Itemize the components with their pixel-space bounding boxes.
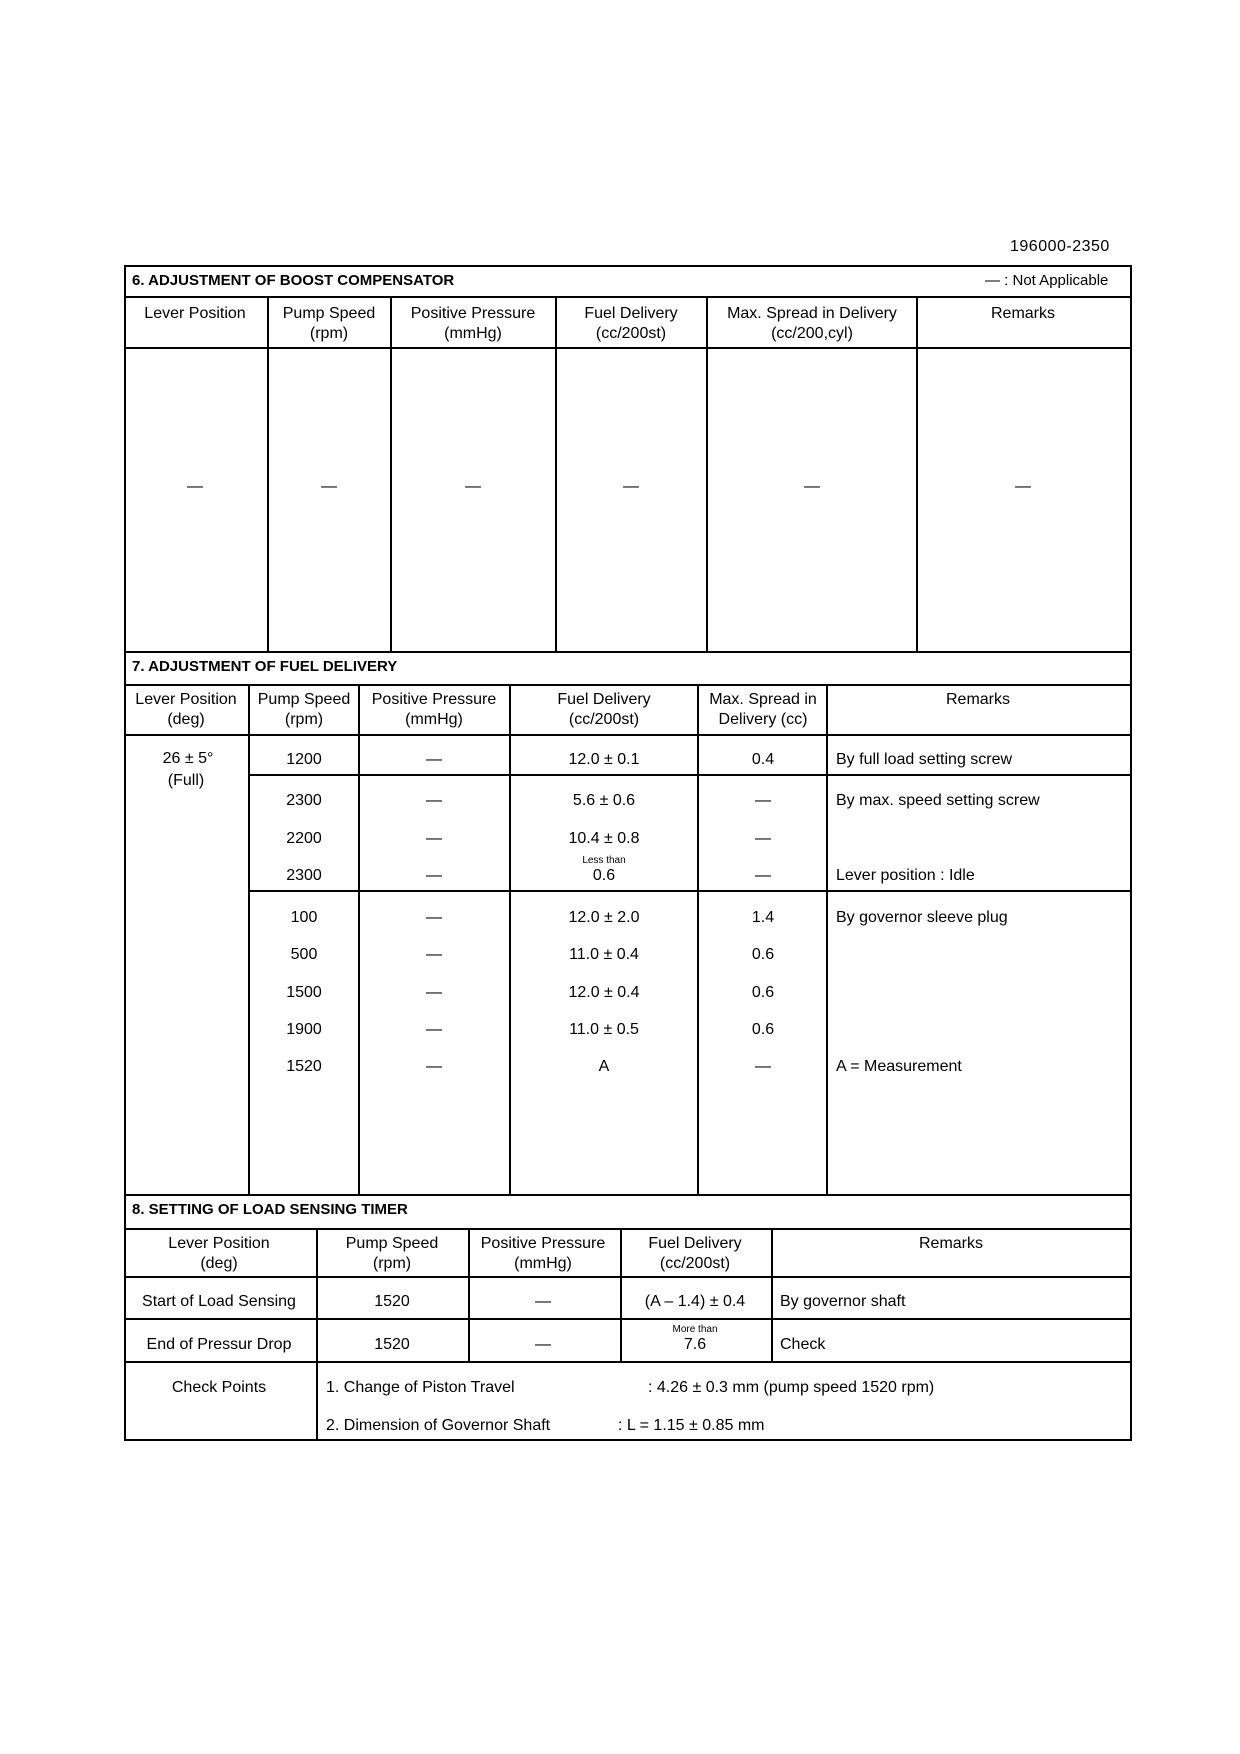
check-point-value: : L = 1.15 ± 0.85 mm <box>618 1417 765 1434</box>
header-text: Fuel Delivery <box>648 1235 742 1252</box>
header-positive-pressure <box>411 304 536 344</box>
cell-fuel-delivery: (A – 1.4) ± 0.4 <box>644 1293 746 1310</box>
header-unit: (cc/200st) <box>659 1255 731 1272</box>
header-positive-pressure <box>372 690 497 730</box>
cell-pump-speed: 1520 <box>286 1058 322 1075</box>
cell-pump-speed: 1520 <box>374 1336 410 1353</box>
divider <box>771 1228 773 1361</box>
header-text: Pump Speed <box>257 691 351 708</box>
header-text: Lever Position <box>135 691 237 708</box>
divider <box>916 296 918 653</box>
divider <box>316 1228 318 1441</box>
cell-value: — <box>623 478 639 495</box>
header-unit: (rpm) <box>284 711 324 728</box>
header-text: Remarks <box>918 1235 984 1252</box>
cell-positive-pressure: — <box>426 1021 442 1038</box>
cell-fuel-delivery: A <box>598 1058 610 1075</box>
cell-max-spread: — <box>755 792 771 809</box>
cell-pump-speed: 1520 <box>374 1293 410 1310</box>
cell-pump-speed: 2200 <box>286 830 322 847</box>
cell-positive-pressure: — <box>426 946 442 963</box>
not-applicable-legend: — : Not Applicable <box>985 272 1109 289</box>
cell-pump-speed: 1900 <box>286 1021 322 1038</box>
header-text: Lever Position <box>168 1235 270 1252</box>
cell-positive-pressure: — <box>426 984 442 1001</box>
cell-remarks: By governor sleeve plug <box>836 909 1008 926</box>
cell-positive-pressure: — <box>426 867 442 884</box>
cell-pump-speed: 2300 <box>286 867 322 884</box>
cell-positive-pressure: — <box>426 909 442 926</box>
divider <box>124 296 1132 298</box>
divider <box>124 1361 1132 1363</box>
divider <box>124 1276 1132 1278</box>
section-8-title: 8. SETTING OF LOAD SENSING TIMER <box>132 1201 408 1218</box>
cell-value: — <box>804 478 820 495</box>
cell-fuel-delivery: 12.0 ± 0.1 <box>568 751 640 768</box>
header-unit: Delivery (cc) <box>718 711 808 728</box>
cell-lever-position: End of Pressur Drop <box>146 1336 292 1353</box>
header-text: Max. Spread in Delivery <box>727 305 897 322</box>
header-text: Pump Speed <box>282 305 376 322</box>
cell-fuel-delivery: 10.4 ± 0.8 <box>568 830 640 847</box>
section-7-title: 7. ADJUSTMENT OF FUEL DELIVERY <box>132 658 398 675</box>
header-remarks <box>946 690 1010 710</box>
cell-positive-pressure: — <box>426 792 442 809</box>
cell-value: — <box>1015 478 1031 495</box>
divider <box>124 347 1132 349</box>
cell-pump-speed: 1500 <box>286 984 322 1001</box>
cell-pump-speed: 500 <box>290 946 318 963</box>
header-text: Pump Speed <box>345 1235 439 1252</box>
header-fuel-delivery <box>584 304 677 344</box>
cell-value: — <box>187 478 203 495</box>
cell-max-spread: — <box>755 1058 771 1075</box>
divider <box>697 684 699 1196</box>
cell-pump-speed: 2300 <box>286 792 322 809</box>
document-number: 196000-2350 <box>1010 238 1110 255</box>
header-lever-position <box>135 690 236 730</box>
header-lever-position <box>144 304 245 324</box>
cell-max-spread: — <box>755 867 771 884</box>
cell-positive-pressure: — <box>535 1293 551 1310</box>
cell-fuel-delivery: 5.6 ± 0.6 <box>572 792 636 809</box>
divider <box>706 296 708 653</box>
check-point-item: 2. Dimension of Governor Shaft <box>326 1417 551 1434</box>
divider <box>267 296 269 653</box>
divider <box>124 1228 1132 1230</box>
cell-remarks: A = Measurement <box>836 1058 962 1075</box>
lever-position-note: (Full) <box>167 772 205 789</box>
divider <box>248 774 1132 776</box>
cell-value: — <box>321 478 337 495</box>
header-unit: (deg) <box>200 1255 238 1272</box>
header-unit: (cc/200,cyl) <box>771 325 853 342</box>
cell-fuel-delivery: 12.0 ± 0.4 <box>568 984 640 1001</box>
cell-max-spread: 1.4 <box>751 909 775 926</box>
header-remarks <box>991 304 1055 324</box>
cell-positive-pressure: — <box>426 830 442 847</box>
header-text: Remarks <box>990 305 1056 322</box>
header-text: Fuel Delivery <box>557 691 651 708</box>
header-unit: (cc/200st) <box>595 325 667 342</box>
divider <box>509 684 511 1196</box>
lever-position-value: 26 ± 5° <box>162 750 214 767</box>
header-text: Remarks <box>945 691 1011 708</box>
divider <box>248 684 250 1196</box>
cell-fuel-delivery: 11.0 ± 0.4 <box>569 946 639 963</box>
header-unit: (rpm) <box>309 325 349 342</box>
header-max-spread <box>727 304 897 344</box>
cell-max-spread: 0.4 <box>751 751 775 768</box>
cell-positive-pressure: — <box>426 751 442 768</box>
header-text: Max. Spread in <box>709 691 817 708</box>
cell-remarks: Check <box>780 1336 826 1353</box>
divider <box>248 890 1132 892</box>
cell-max-spread: 0.6 <box>751 946 775 963</box>
check-point-item: 1. Change of Piston Travel <box>326 1379 515 1396</box>
header-unit: (rpm) <box>372 1255 412 1272</box>
cell-fuel-delivery-note: Less than <box>582 855 626 866</box>
cell-value: — <box>465 478 481 495</box>
cell-remarks: By full load setting screw <box>836 751 1013 768</box>
cell-remarks: Lever position : Idle <box>836 867 975 884</box>
cell-fuel-delivery-note: More than <box>672 1324 718 1335</box>
header-text: Positive Pressure <box>410 305 536 322</box>
header-text: Lever Position <box>144 305 246 322</box>
cell-pump-speed: 1200 <box>286 751 322 768</box>
cell-fuel-delivery: 7.6 <box>683 1336 707 1353</box>
header-pump-speed <box>346 1234 439 1274</box>
cell-fuel-delivery: 11.0 ± 0.5 <box>569 1021 639 1038</box>
header-lever-position <box>168 1234 269 1274</box>
header-unit: (mmHg) <box>444 325 502 342</box>
header-fuel-delivery <box>648 1234 741 1274</box>
divider <box>826 684 828 1196</box>
check-point-value: : 4.26 ± 0.3 mm (pump speed 1520 rpm) <box>648 1379 935 1396</box>
header-positive-pressure <box>481 1234 606 1274</box>
divider <box>555 296 557 653</box>
cell-remarks: By max. speed setting screw <box>836 792 1040 809</box>
header-unit: (deg) <box>167 711 205 728</box>
header-text: Positive Pressure <box>371 691 497 708</box>
divider <box>620 1228 622 1361</box>
header-unit: (cc/200st) <box>568 711 640 728</box>
cell-pump-speed: 100 <box>290 909 318 926</box>
header-text: Fuel Delivery <box>584 305 678 322</box>
header-fuel-delivery <box>557 690 650 730</box>
section-6-title: 6. ADJUSTMENT OF BOOST COMPENSATOR <box>132 272 455 289</box>
header-text: Positive Pressure <box>480 1235 606 1252</box>
header-unit: (mmHg) <box>405 711 463 728</box>
divider <box>124 684 1132 686</box>
divider <box>124 734 1132 736</box>
cell-remarks: By governor shaft <box>780 1293 906 1310</box>
header-remarks <box>919 1234 983 1254</box>
cell-positive-pressure: — <box>535 1336 551 1353</box>
cell-max-spread: 0.6 <box>751 984 775 1001</box>
divider <box>468 1228 470 1361</box>
cell-max-spread: — <box>755 830 771 847</box>
header-pump-speed <box>258 690 351 730</box>
header-max-spread <box>709 690 817 730</box>
check-points-label: Check Points <box>171 1379 267 1396</box>
cell-fuel-delivery: 0.6 <box>592 867 616 884</box>
header-pump-speed <box>283 304 376 344</box>
divider <box>358 684 360 1196</box>
divider <box>124 1318 1132 1320</box>
cell-max-spread: 0.6 <box>751 1021 775 1038</box>
divider <box>390 296 392 653</box>
cell-positive-pressure: — <box>426 1058 442 1075</box>
cell-lever-position: Start of Load Sensing <box>142 1293 296 1310</box>
cell-fuel-delivery: 12.0 ± 2.0 <box>568 909 640 926</box>
header-unit: (mmHg) <box>514 1255 572 1272</box>
